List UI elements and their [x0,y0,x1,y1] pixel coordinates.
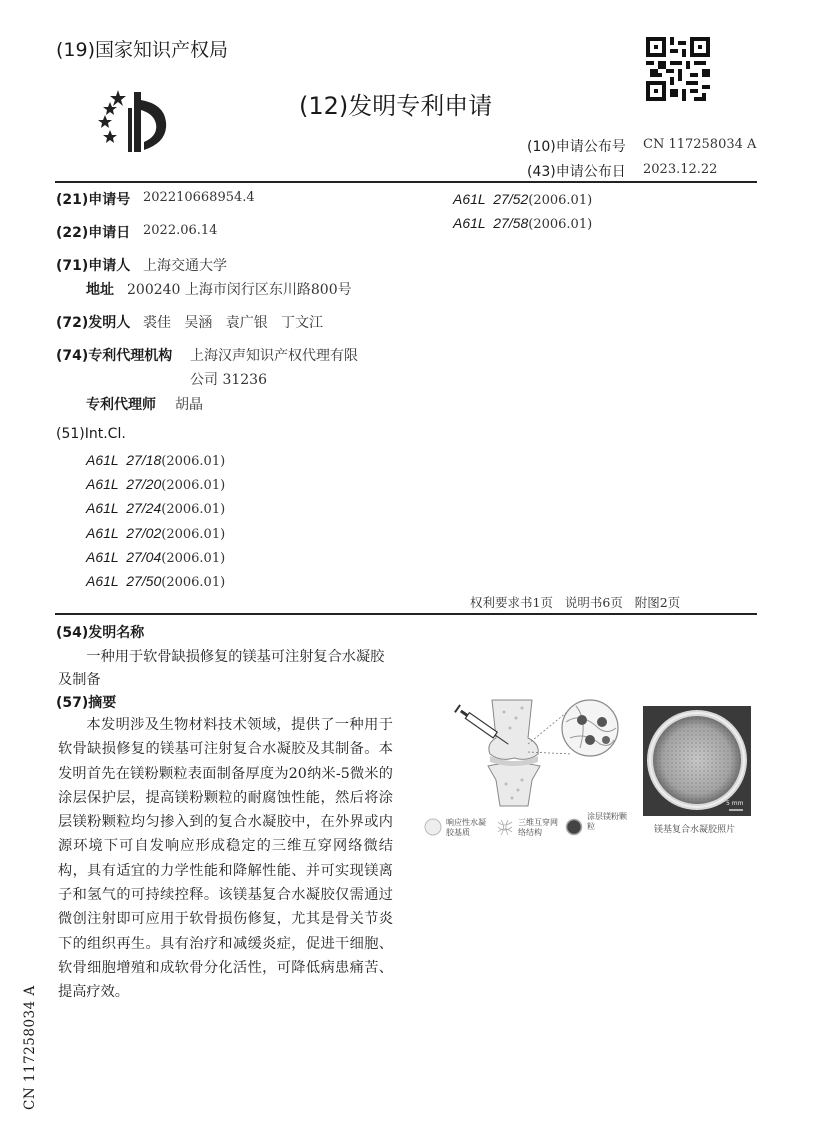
page-counts: 权利要求书1页 说明书6页 附图2页 [470,595,681,610]
app-date-value: 2022.06.14 [143,223,218,238]
joint-schematic-figure [420,692,638,807]
applicant-label: (71)申请人 [56,258,131,274]
ipc-code: A61L 27/02 [86,525,162,541]
app-no-value: 202210668954.4 [143,190,255,205]
agent-value: 胡晶 [175,397,203,413]
ipc-code: A61L 27/50 [86,573,162,589]
ipc-version: (2006.01) [528,217,593,232]
ipc-entry [86,571,225,590]
ipc-code: A61L 27/04 [86,549,162,565]
hydrogel-matrix-icon [424,818,442,836]
ipc-code: A61L 27/58 [453,215,529,231]
app-date-label: (22)申请日 [56,225,131,241]
qr-code-icon [646,37,710,101]
agency-value-line1: 上海汉声知识产权代理有限 [190,348,358,364]
ipc-entry [86,547,225,566]
network-structure-icon [496,818,514,836]
cnipa-emblem-icon [94,88,186,156]
pub-no-label: (10)申请公布号 [527,139,626,155]
ipc-version: (2006.01) [161,575,226,590]
app-no-label: (21)申请号 [56,192,131,208]
ipc-version: (2006.01) [161,527,226,542]
ipc-label: (51)Int.Cl. [56,426,126,442]
ipc-code: A61L 27/20 [86,476,162,492]
body-divider [55,613,757,615]
side-publication-number: CN 117258034 A [22,985,38,1110]
ipc-entry [86,498,225,517]
abstract-text: 本发明涉及生物材料技术领域，提供了一种用于软骨缺损修复的镁基可注射复合水凝胶及其制备。本发明首先在镁粉颗粒表面制备厚度为20纳米-5微米的涂层保护层，提高镁粉颗粒的耐腐蚀性能，然后将涂层镁粉颗粒均匀掺入到的复合水凝胶中，在外界或内源环境下可自发响应形成稳定的三维互穿网络微结构，具有适宜的力学性能和降解性能、并可实现镁离子和氢气的可持续控释。该镁基复合水凝胶仅需通过微创注射即可应用于软骨损伤修复，尤其是骨关节炎下的组织再生。具有治疗和减缓炎症，促进干细胞、软骨细胞增殖和成软骨分化活性，可降低病患痛苦、提高疗效。 [58,717,393,1001]
address-value: 200240 上海市闵行区东川路800号 [127,282,352,298]
ipc-version: (2006.01) [528,193,593,208]
title-label: (54)发明名称 [56,625,145,641]
ipc-version: (2006.01) [161,454,226,469]
agency-value-line2: 公司 31236 [190,372,267,388]
agency-label: (74)专利代理机构 [56,348,173,364]
pub-date-label: (43)申请公布日 [527,164,626,180]
ipc-entry [453,213,592,232]
invention-title: 一种用于软骨缺损修复的镁基可注射复合水凝胶及制备 [58,649,385,688]
pub-date-value: 2023.12.22 [643,162,718,177]
header-divider [55,181,757,183]
ipc-entry [86,450,225,469]
ipc-version: (2006.01) [161,551,226,566]
office-name: (19)国家知识产权局 [56,39,229,61]
photo-caption: 镁基复合水凝胶照片 [654,825,736,835]
legend-coated-particle: 涂层镁粉颗粒 [587,812,627,831]
inventors-value: 裘佳 吴涵 袁广银 丁文江 [143,315,324,331]
ipc-entry [86,474,225,493]
ipc-version: (2006.01) [161,478,226,493]
coated-mg-particle-icon [565,818,583,836]
ipc-entry [453,189,592,208]
ipc-code: A61L 27/18 [86,452,162,468]
legend-network-structure: 三维互穿网络结构 [518,818,558,837]
ipc-entry [86,523,225,542]
scale-bar-label: 5 mm [726,800,744,807]
abstract-label: (57)摘要 [56,695,117,711]
applicant-value: 上海交通大学 [143,258,227,274]
address-label: 地址 [86,282,114,298]
legend-hydrogel-matrix: 响应性水凝胶基质 [446,818,486,837]
ipc-code: A61L 27/52 [453,191,529,207]
document-type: (12)发明专利申请 [299,92,493,120]
ipc-code: A61L 27/24 [86,500,162,516]
pub-no-value: CN 117258034 A [643,137,757,152]
agent-label: 专利代理师 [86,397,156,413]
inventor-label: (72)发明人 [56,315,131,331]
ipc-version: (2006.01) [161,502,226,517]
